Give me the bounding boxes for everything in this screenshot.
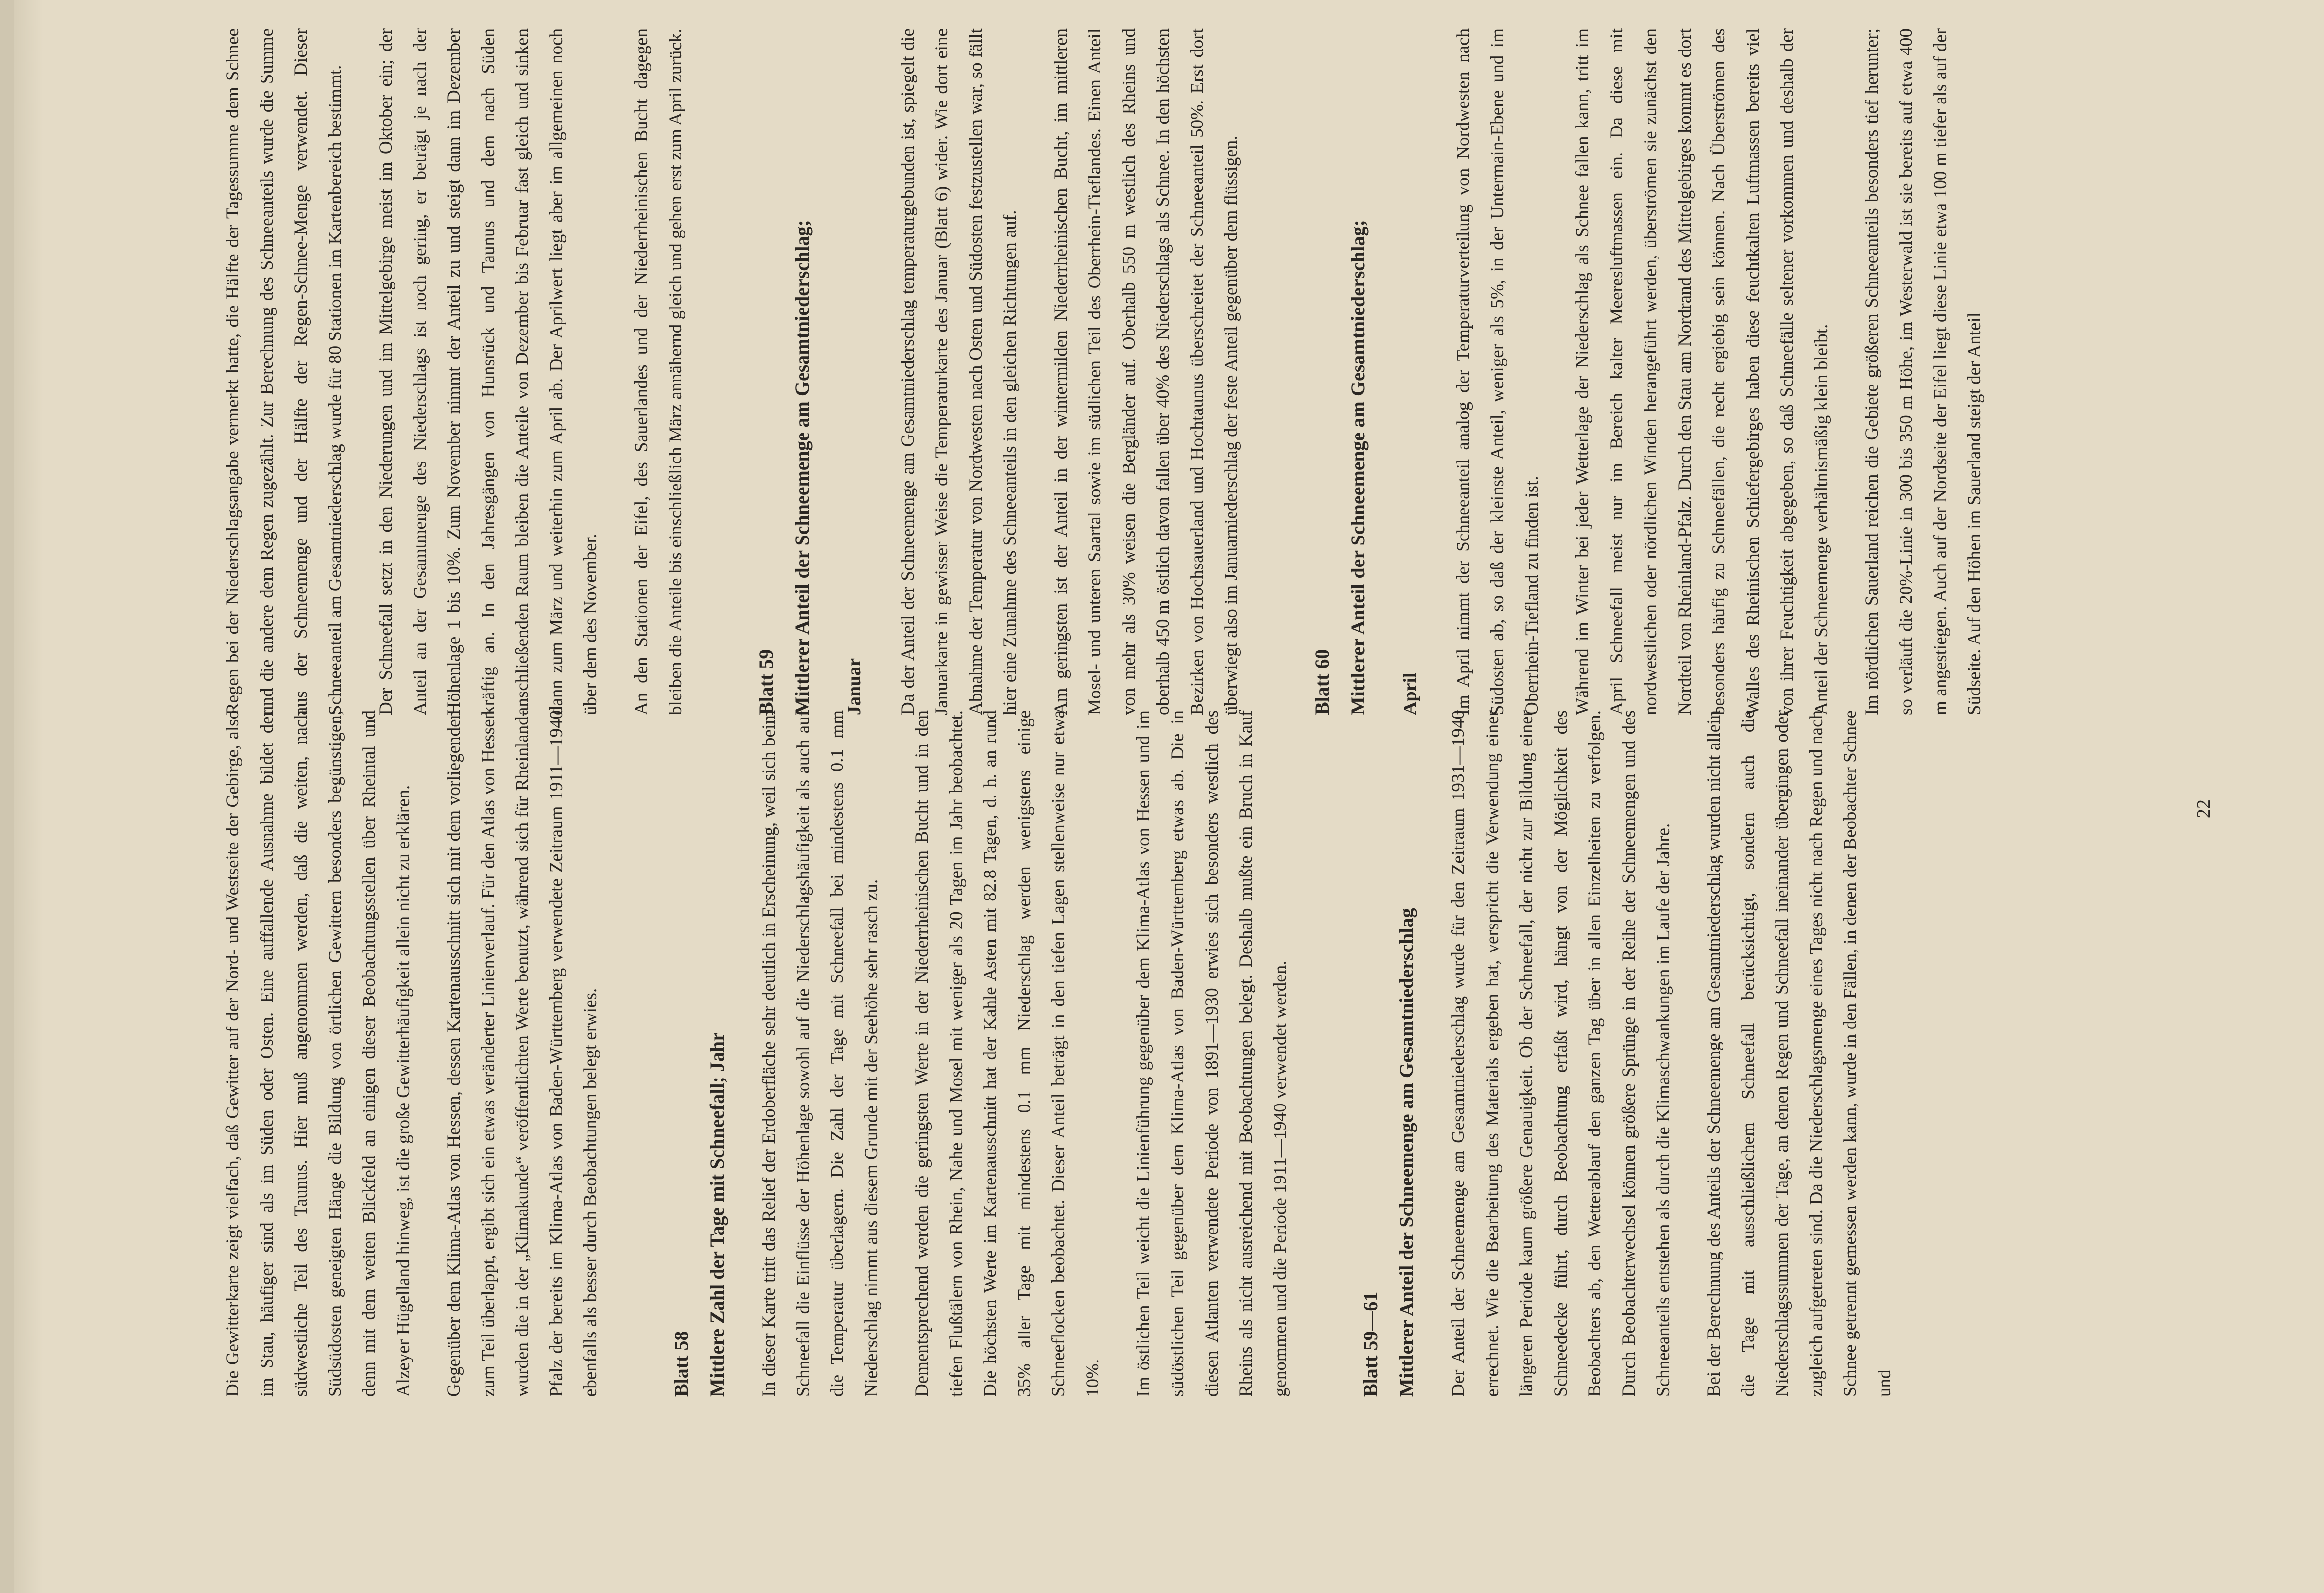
sheet-month: April	[1400, 672, 1421, 715]
paragraph: Im nördlichen Sauerland reichen die Gebiete größeren Schneeanteils besonders tief herunter; so verläuft die 20%-Linie in 300 bis 350 m Höhe, im Westerwald ist sie bereits auf etwa 400 m angestiegen. Auch auf der Nordseite der Eifel liegt diese Linie etwa 100 m tiefer als auf der Südseite. Auf den Höhen im Sauerland steigt der Anteil	[1862, 28, 1985, 715]
paragraph: Am geringsten ist der Anteil in der wintermilden Niederrheinischen Bucht, im mittleren Mosel- und unteren Saartal sowie im südlichen Teil des Oberrhein-Tieflandes. Einen Anteil von mehr als 30% weisen die Bergländer auf. Oberhalb 550 m westlich des Rheins und oberhalb 450 m östlich davon fallen über 40% des Niederschlags als Schnee. In den höchsten Bezirken von Hochsauerland und Hochtaunus überschreitet der Schneeanteil 50%. Erst dort überwiegt also im Januarniederschlag der feste Anteil gegenüber dem flüssigen.	[1050, 28, 1242, 715]
paragraph: Der Schneefall setzt in den Niederungen und im Mittelgebirge meist im Oktober ein; der Anteil an der Gesamtmenge des Niederschlags ist noch gering, er beträgt je nach der Höhenlage 1 bis 10%. Zum November nimmt der Anteil zu und steigt dann im Dezember kräftig an. In den Jahresgängen von Hunsrück und Taunus und dem nach Süden anschließenden Raum bleiben die Anteile von Dezember bis Februar fast gleich und sinken dann zum März und weiterhin zum April ab. Der Aprilwert liegt aber im allgemeinen noch über dem des November.	[376, 28, 601, 715]
right-column	[216, 28, 2009, 715]
sheet-label: Blatt 59—61	[1359, 1291, 1382, 1397]
sheet-label: Blatt 59	[755, 649, 778, 715]
sheet-label: Blatt 58	[670, 1331, 693, 1397]
sheet-title: Mittlerer Anteil der Schneemenge am Gesamtniederschlag;	[791, 220, 813, 715]
paragraph: Gegenüber dem Klima-Atlas von Hessen, dessen Kartenausschnitt sich mit dem vorliegenden zum Teil überlappt, ergibt sich ein etwas veränderter Linienverlauf. Für den Atlas von Hessen wurden die in der „Klimakunde“ veröffentlichten Werte benutzt, während sich für Rheinland-Pfalz der bereits im Klima-Atlas von Baden-Württemberg verwendete Zeitraum 1911—1940 ebenfalls als besser durch Beobachtungen belegt erwies.	[444, 710, 601, 1397]
paragraph: An den Stationen der Eifel, des Sauerlandes und der Niederrheinischen Bucht dagegen bleiben die Anteile bis einschließlich März annähernd gleich und gehen erst zum April zurück.	[631, 28, 686, 715]
paragraph: Während im Winter bei jeder Wetterlage der Niederschlag als Schnee fallen kann, tritt im April Schneefall meist nur im Bereich kalter Meeresluftmassen ein. Da diese mit nordwestlichen oder nördlichen Winden herangeführt werden, überströmen sie zunächst den Nordteil von Rheinland-Pfalz. Durch den Stau am Nordrand des Mittelgebirges kommt es dort besonders häufig zu Schneefällen, die recht ergiebig sein können. Nach Überströmen des Walles des Rheinischen Schiefergebirges haben diese feuchtkalten Luftmassen bereits viel von ihrer Feuchtigkeit abgegeben, so daß Schneefälle seltener vorkommen und deshalb der Anteil der Schneemenge verhältnismäßig klein bleibt.	[1572, 28, 1831, 715]
paragraph: Da der Anteil der Schneemenge am Gesamtniederschlag temperaturgebunden ist, spiegelt die Januarkarte in gewisser Weise die Temperaturkarte des Januar (Blatt 6) wider. Wie dort eine Abnahme der Temperatur von Nordwesten nach Osten und Südosten festzustellen war, so fällt hier eine Zunahme des Schneeanteils in den gleichen Richtungen auf.	[897, 28, 1020, 715]
page-number: 22	[2193, 799, 2214, 818]
paragraph: Dementsprechend werden die geringsten Werte in der Niederrheinischen Bucht und in den tiefen Flußtälern von Rhein, Nahe und Mosel mit weniger als 20 Tagen im Jahr beobachtet. Die höchsten Werte im Kartenausschnitt hat der Kahle Asten mit 82.8 Tagen, d. h. an rund 35% aller Tage mit mindestens 0.1 mm Niederschlag werden wenigstens einige Schneeflocken beobachtet. Dieser Anteil beträgt in den tiefen Lagen stellenweise nur etwa 10%.	[912, 710, 1103, 1397]
sheet-title: Mittlerer Anteil der Schneemenge am Gesamtniederschlag	[1395, 908, 1418, 1397]
paragraph: Bei der Berechnung des Anteils der Schneemenge am Gesamtniederschlag wurden nicht allein die Tage mit ausschließlichem Schneefall berücksichtigt, sondern auch die Niederschlagssummen der Tage, an denen Regen und Schneefall ineinander übergingen oder zugleich aufgetreten sind. Da die Niederschlagsmenge eines Tages nicht nach Regen und nach Schnee getrennt gemessen werden kann, wurde in den Fällen, in denen der Beobachter Schnee und	[1704, 710, 1895, 1397]
paragraph: Der Anteil der Schneemenge am Gesamtniederschlag wurde für den Zeitraum 1931—1940 errechnet. Wie die Bearbeitung des Materials ergeben hat, verspricht die Verwendung einer längeren Periode kaum größere Genauigkeit. Ob der Schneefall, der nicht zur Bildung einer Schneedecke führt, durch Beobachtung erfaßt wird, hängt von der Möglichkeit des Beobachters ab, den Wetterablauf den ganzen Tag über in allen Einzelheiten zu verfolgen. Durch Beobachterwechsel können größere Sprünge in der Reihe der Schneemengen und des Schneeanteils entstehen als durch die Klimaschwankungen im Laufe der Jahre.	[1448, 710, 1673, 1397]
sheet-label: Blatt 60	[1311, 649, 1333, 715]
paragraph: Regen bei der Niederschlagsangabe vermerkt hatte, die Hälfte der Tagessumme dem Schnee und die andere dem Regen zugezählt. Zur Berechnung des Schneeanteils wurde die Summe aus der Schneemenge und der Hälfte der Regen-Schnee-Menge verwendet. Dieser Schneeanteil am Gesamtniederschlag wurde für 80 Stationen im Kartenbereich bestimmt.	[223, 28, 345, 715]
paragraph: In dieser Karte tritt das Relief der Erdoberfläche sehr deutlich in Erscheinung, weil sich beim Schneefall die Einflüsse der Höhenlage sowohl auf die Niederschlagshäufigkeit als auch auf die Temperatur überlagern. Die Zahl der Tage mit Schneefall bei mindestens 0.1 mm Niederschlag nimmt aus diesem Grunde mit der Seehöhe sehr rasch zu.	[759, 710, 882, 1397]
sheet-title: Mittlerer Anteil der Schneemenge am Gesamtniederschlag;	[1347, 220, 1369, 715]
paragraph: Die Gewitterkarte zeigt vielfach, daß Gewitter auf der Nord- und Westseite der Gebirge, also im Stau, häufiger sind als im Süden oder Osten. Eine auffallende Ausnahme bildet der südwestliche Teil des Taunus. Hier muß angenommen werden, daß die weiten, nach Südsüdosten geneigten Hänge die Bildung von örtlichen Gewittern besonders begünstigen; denn mit dem weiten Blickfeld an einigen dieser Beobachtungsstellen über Rheintal und Alzeyer Hügelland hinweg, ist die große Gewitterhäufigkeit allein nicht zu erklären.	[223, 710, 414, 1397]
sheet-month: Januar	[844, 658, 865, 715]
sheet-title: Mittlere Zahl der Tage mit Schneefall; Jahr	[706, 1032, 729, 1397]
paragraph: Im April nimmt der Schneeanteil analog der Temperaturverteilung von Nordwesten nach Südosten ab, so daß der kleinste Anteil, weniger als 5%, in der Untermain-Ebene und im Oberrhein-Tiefland zu finden ist.	[1453, 28, 1542, 715]
left-column	[216, 710, 1918, 1397]
paragraph: Im östlichen Teil weicht die Linienführung gegenüber dem Klima-Atlas von Hessen und im südöstlichen Teil gegenüber dem Klima-Atlas von Baden-Württemberg etwas ab. Die in diesen Atlanten verwendete Periode von 1891—1930 erwies sich besonders westlich des Rheins als nicht ausreichend mit Beobachtungen belegt. Deshalb mußte ein Bruch in Kauf genommen und die Periode 1911—1940 verwendet werden.	[1133, 710, 1290, 1397]
